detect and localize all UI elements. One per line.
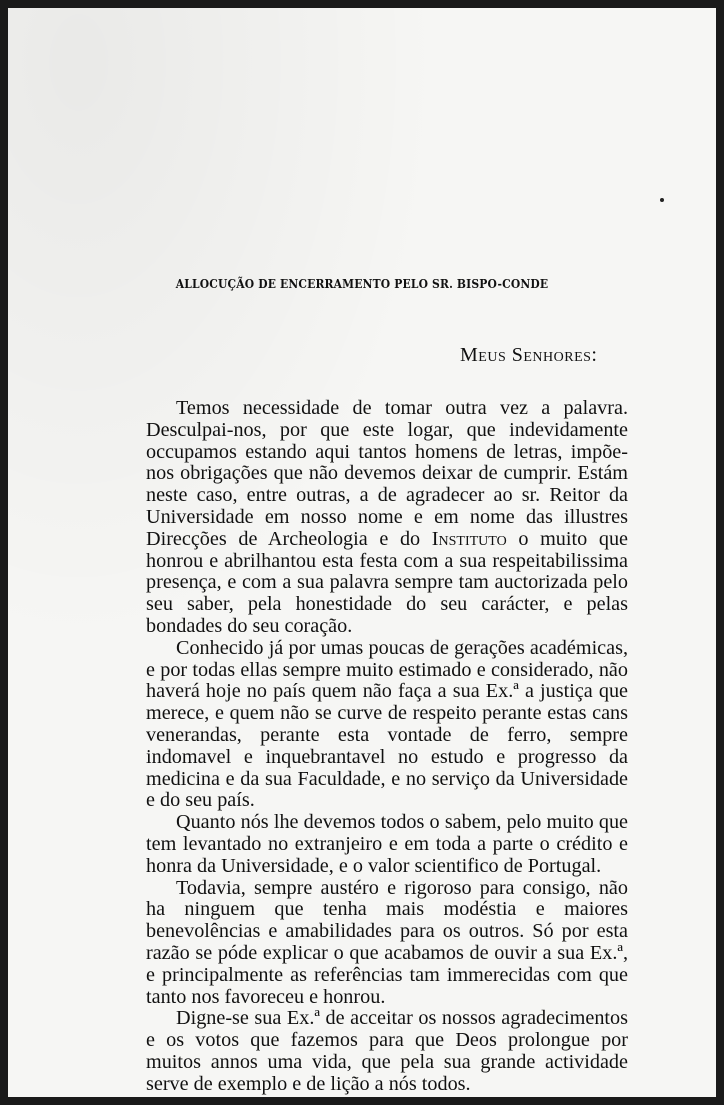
paragraph: Todavia, sempre austéro e rigoroso para consigo, não ha ninguem que tenha mais modéstia e maiores benevolências e amabilidades para os outros. Só por esta razão se póde explicar o que acabamos de ouvir a sua Ex.ª, e principalmente as referências tam immerecidas com que tanto nos favoreceu e honrou. — [146, 876, 628, 1008]
page-title: ALLOCUÇÃO DE ENCERRAMENTO PELO SR. BISPO-CONDE — [175, 276, 549, 291]
paragraph: Digne-se sua Ex.ª de acceitar os nossos agradecimentos e os votos que fazemos para que Deos prolongue por muitos annos uma vida, que pela sua grande actividade serve de exemplo e de lição a nós todos. — [146, 1007, 628, 1095]
salutation: Meus Senhores: — [460, 344, 598, 366]
paragraph — [146, 398, 628, 638]
paragraph: Quanto nós lhe devemos todos o sabem, pelo muito que tem levantado no extranjeiro e em toda a parte o crédito e honra da Universidade, e o valor scientifico de Portugal. — [146, 811, 628, 877]
institution-name: Instituto — [431, 527, 507, 550]
paragraph-text: Temos necessidade de tomar outra vez a palavra. Desculpai-nos, por que este logar, que indevidamente occupamos estando aqui tantos homens de letras, impõe-nos obrigações que não devemos deixar de cumprir. Estám neste caso, entre outras, a de agradecer ao sr. Reitor da Universidade em nosso nome e em nome das illustres Direcções de Archeologia e do — [146, 397, 628, 550]
document-page — [8, 8, 716, 1097]
ink-speck — [660, 198, 664, 202]
paragraph-text: o muito que honrou e abrilhantou esta festa com a sua respeitabilissima presença, e com a sua palavra sempre tam auctorizada pelo seu saber, pela honestidade do seu carácter, e pelas bondades do seu coração. — [146, 527, 628, 637]
body-text — [146, 398, 628, 1096]
paragraph: Conhecido já por umas poucas de gerações académicas, e por todas ellas sempre muito estimado e considerado, não haverá hoje no país quem não faça a sua Ex.ª a justiça que merece, e quem não se curve de respeito perante estas cans venerandas, perante esta vontade de ferro, sempre indomavel e inquebrantavel no estudo e progresso da medicina e da sua Faculdade, e no serviço da Universidade e do seu país. — [146, 636, 628, 812]
